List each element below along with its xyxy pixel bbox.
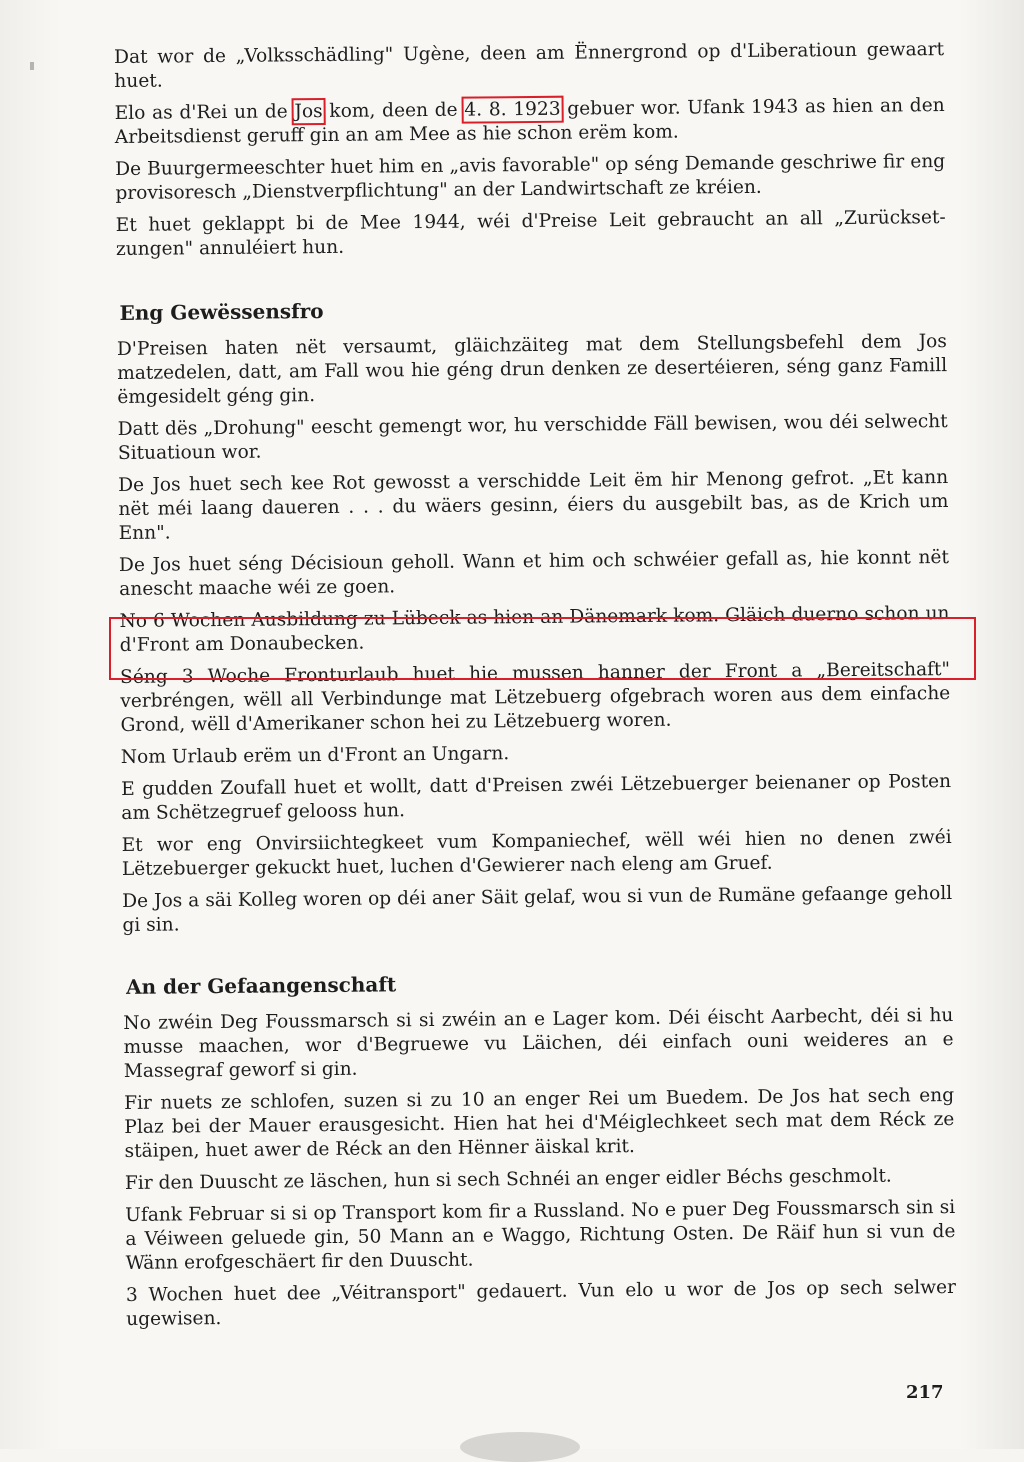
highlighted-paragraph: No 6 Wochen Ausbildung zu Lübeck as hien an Dänemark kom. Gläich duerno schon un d'Front am Donaubecken. (119, 603, 950, 656)
paragraph: De Buurgermeeschter huet him en „avis favorable" op séng Demande geschriwe fir eng provisoresch „Dienstverpflichtung" an der Landwirtschaft ze kréien. (115, 151, 946, 204)
section-heading: An der Gefaangenschaft (125, 972, 397, 999)
page-edge-shadow (460, 1432, 580, 1462)
paragraph: Datt dës „Drohung" eescht gemengt wor, hu verschidde Fäll bewisen, wou déi selwecht Situatioun wor. (117, 411, 948, 464)
paragraph: Dat wor de „Volksschädling" Ugène, deen am Ënnergrond op d'Liberatioun gewaart huet. (114, 39, 945, 92)
highlight-date: 4. 8. 1923 (464, 98, 561, 121)
page-number: 217 (906, 1382, 944, 1403)
paragraph: E gudden Zoufall huet et wollt, datt d'Preisen zwéi Lëtzebuerger beienaner op Posten am Schëtzegruef gelooss hun. (121, 770, 952, 824)
paragraph: D'Preisen haten nët versaumt, gläichzäiteg mat dem Stellungsbefehl dem Jos matzedelen, datt, am Fall wou hie géng drun denken ze desertéieren, séng ganz Famill ëmgesidelt géng gin. (116, 331, 948, 408)
text-span: gebuer wor. Ufank 1943 as hien an den Arbeitsdienst geruff gin an am Mee as hie schon erëm kom. (114, 95, 945, 148)
text-span: Elo as d'Rei un de (114, 101, 295, 124)
text-column (114, 38, 956, 1340)
paragraph: Séng 3 Woche Fronturlaub huet hie mussen hanner der Front a „Bereitschaft" verbréngen, wëll all Verbindunge mat Lëtzebuerg ofgebrach woren aus dem einfache Grond, wëll d'Amerikaner schon hei zu Lëtzebuerg woren. (119, 659, 951, 736)
paragraph: De Jos huet sech kee Rot gewosst a verschidde Leit ëm hir Menong gefrot. „Et kann nët méi laang daueren . . . du wäers gesinn, éiers du ausgebilt bas, as de Krich um Enn". (118, 467, 949, 544)
paragraph: De Jos huet séng Décisioun geholl. Wann et him och schwéier gefall as, hie konnt nët anescht maache wéi ze goen. (118, 547, 950, 600)
paragraph: Nom Urlaub erëm un d'Front an Ungarn. (120, 743, 510, 768)
paragraph: De Jos a säi Kolleg woren op déi aner Säit gelaf, wou si vun de Rumäne gefaange geholl gi sin. (122, 882, 953, 936)
paragraph: Et huet geklappt bi de Mee 1944, wéi d'Preise Leit gebraucht an all „Zurückset-zungen" annuléiert hun. (115, 207, 946, 260)
text-span: kom, deen de (322, 99, 465, 122)
paragraph: 3 Wochen huet dee „Véitransport" gedauert. Vun elo u wor de Jos op sech selwer ugewisen. (125, 1276, 957, 1330)
paragraph: Fir den Duuscht ze läschen, hun si sech Schnéi an enger eidler Béchs geschmolt. (124, 1165, 892, 1194)
section-heading: Eng Gewëssensfro (119, 299, 324, 325)
highlight-name: Jos (294, 101, 323, 123)
paragraph: Et wor eng Onvirsiichtegkeet vum Kompaniechef, wëll wéi hien no denen zwéi Lëtzebuerger gekuckt huet, luchen d'Gewierer nach eleng am Gruef. (121, 826, 952, 880)
paragraph: Fir nuets ze schlofen, suzen si zu 10 an enger Rei um Buedem. De Jos hat sech eng Plaz bei der Mauer erausgesicht. Hien hat hei d'Méiglechkeet sech mat dem Réck ze stäipen, huet awer de Réck an den Hënner äiskal krit. (124, 1084, 955, 1162)
margin-mark (30, 62, 34, 70)
paragraph: No zwéin Deg Foussmarsch si si zwéin an e Lager kom. Déi éischt Aarbecht, déi si hu musse maachen, wor d'Begruewe vu Läichen, déi einfach ouni weideres an e Massegraf geworf si gin. (123, 1004, 954, 1082)
paragraph-highlight-box (109, 617, 976, 680)
paragraph-with-highlights (115, 94, 945, 150)
paragraph: Ufank Februar si si op Transport kom fir a Russland. No e puer Deg Foussmarsch sin si a Véiween geluede gin, 50 Mann an e Waggo, Richtung Osten. De Räif hun si vun de Wänn erofgeschäert fir den Duuscht. (125, 1196, 956, 1274)
